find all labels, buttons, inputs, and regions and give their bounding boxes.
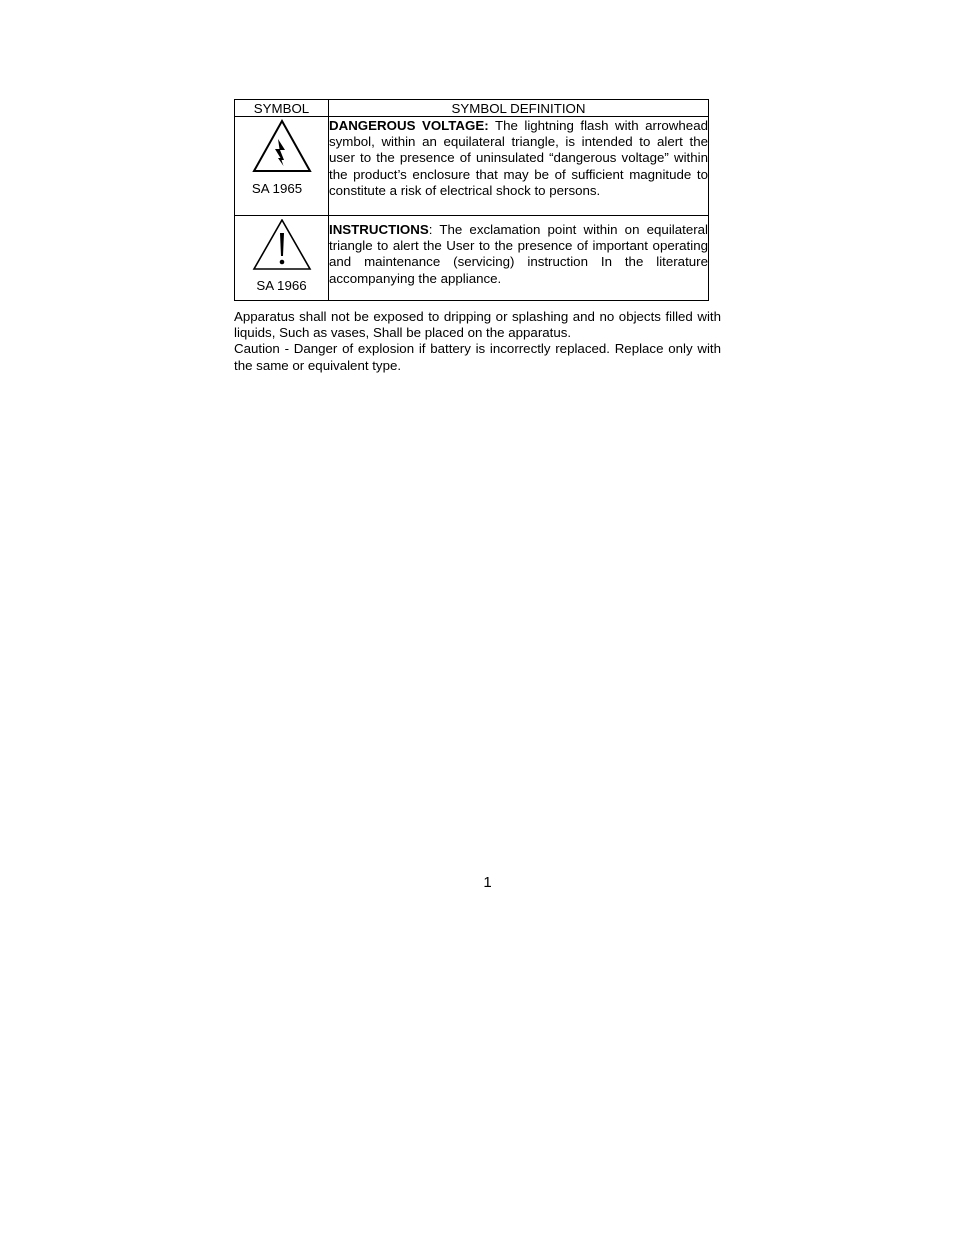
symbol-cell bbox=[235, 117, 329, 216]
header-symbol: SYMBOL bbox=[235, 100, 329, 117]
table-row bbox=[235, 216, 709, 301]
table-row bbox=[235, 117, 709, 216]
symbol-table bbox=[234, 99, 709, 301]
paragraph-splashing: Apparatus shall not be exposed to dripping or splashing and no objects filled with liquids, Such as vases, Shall be placed on the apparatus. bbox=[234, 309, 721, 341]
symbol-code: SA 1965 bbox=[251, 181, 303, 196]
page-content bbox=[234, 99, 721, 374]
definition-text: : The exclamation point within on equilateral triangle to alert the User to the presence of important operating and maintenance (servicing) instruction In the literature accompanying the appliance. bbox=[329, 222, 708, 286]
definition-cell bbox=[329, 117, 709, 216]
table-header-row bbox=[235, 100, 709, 117]
symbol-code: SA 1966 bbox=[256, 278, 307, 293]
paragraph-battery-caution: Caution - Danger of explosion if battery is incorrectly replaced. Replace only with the same or equivalent type. bbox=[234, 341, 721, 373]
page-number: 1 bbox=[483, 874, 492, 891]
definition-cell bbox=[329, 216, 709, 301]
exclamation-triangle-icon bbox=[252, 219, 312, 271]
definition-term: INSTRUCTIONS bbox=[329, 222, 429, 237]
lightning-triangle-icon bbox=[252, 119, 312, 173]
definition-text: The lightning flash with arrowhead symbol, within an equilateral triangle, is intended to alert the user to the presence of uninsulated “dangerous voltage” within the product’s enclosure that may be of sufficient magnitude to constitute a risk of electrical shock to persons. bbox=[329, 118, 708, 198]
safety-notes bbox=[234, 309, 721, 374]
header-definition: SYMBOL DEFINITION bbox=[329, 100, 709, 117]
definition-term: DANGEROUS VOLTAGE: bbox=[329, 118, 489, 133]
symbol-cell bbox=[235, 216, 329, 301]
